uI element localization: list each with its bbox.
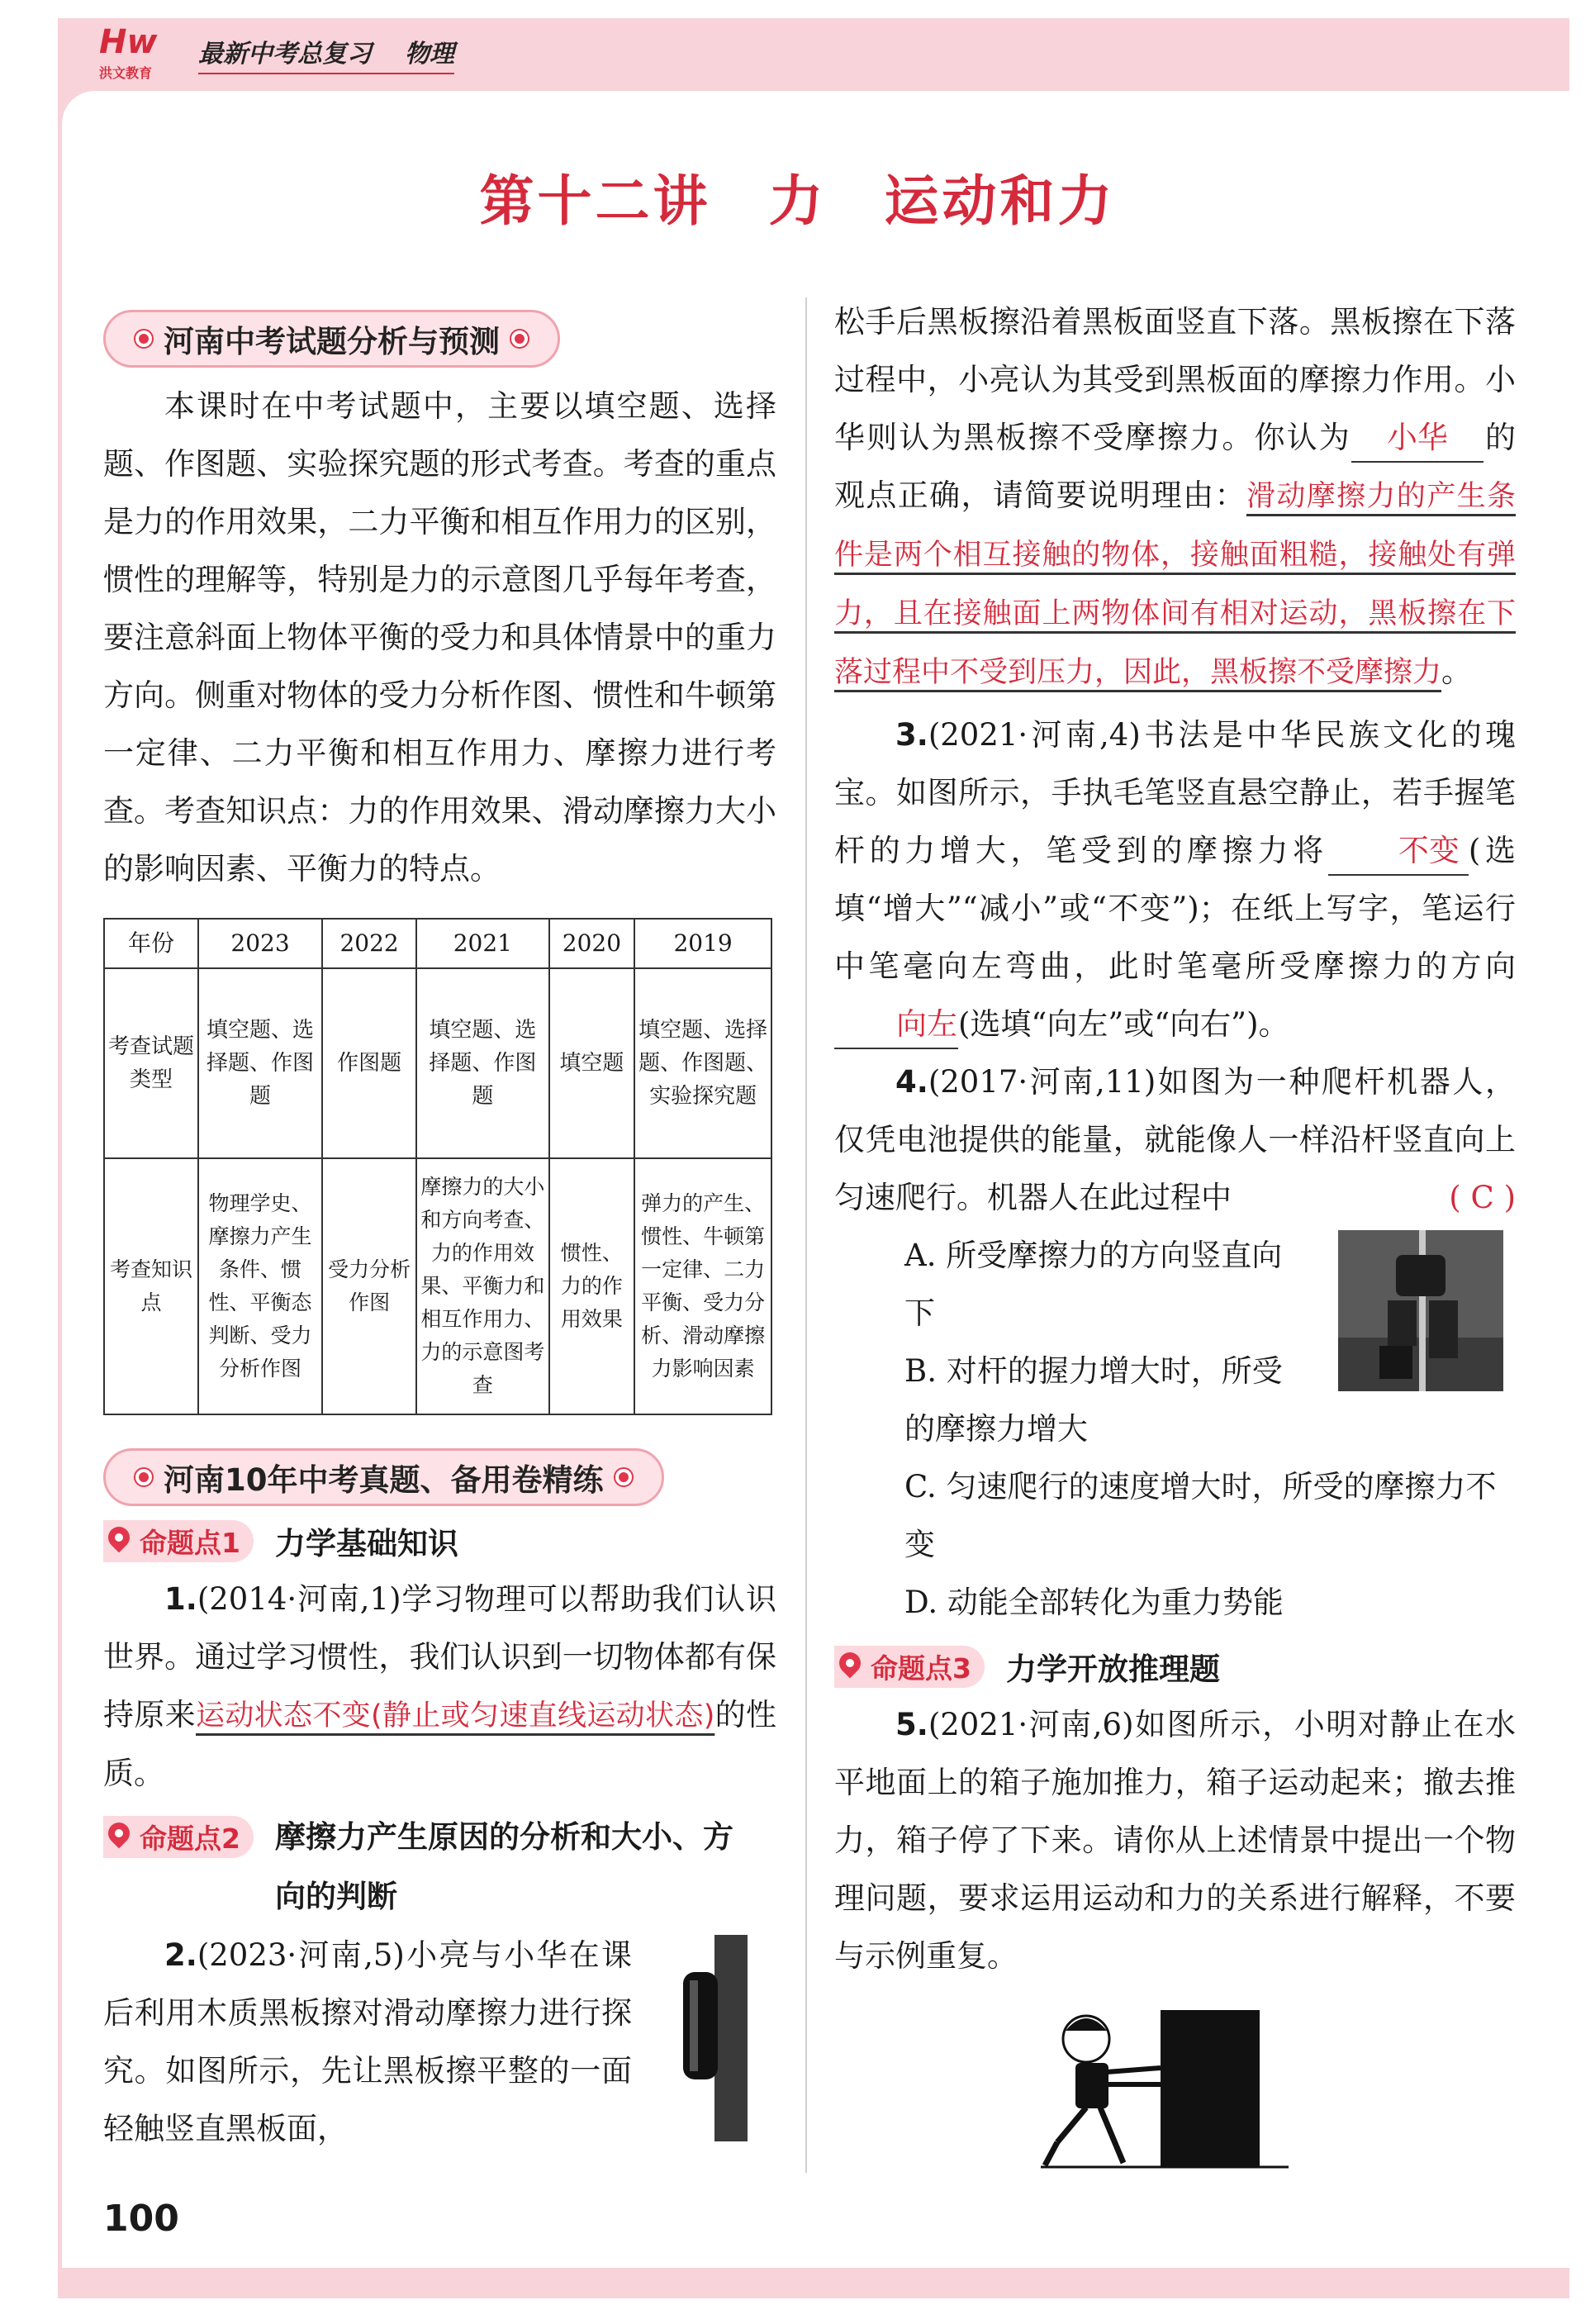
table-cell: 摩擦力的大小和方向考查、力的作用效果、平衡力和相互作用力、力的示意图考查 [416, 1158, 549, 1414]
option-b: B. 对杆的握力增大时，所受的摩擦力增大 [904, 1353, 1283, 1447]
topic-title: 力学开放推理题 [1005, 1652, 1220, 1687]
topic-title: 力学基础知识 [274, 1526, 458, 1561]
subject-name: 物理 [405, 40, 454, 69]
answer-blank: 不变 [1328, 828, 1469, 876]
logo-mark: Hw [99, 23, 158, 61]
question-number: 1. [164, 1581, 197, 1617]
table-cell: 受力分析作图 [322, 1158, 416, 1414]
topic-point-2 [103, 1808, 776, 1927]
answer-choice: ( C ) [1449, 1180, 1516, 1215]
lecture-title: 第十二讲 力 运动和力 [479, 169, 1116, 233]
question-source: (2021·河南,4) [928, 717, 1141, 753]
question-1 [103, 1571, 776, 1803]
question-text: 。 [1441, 653, 1473, 689]
bullet-dot-icon [615, 1469, 632, 1485]
analysis-paragraph: 本课时在中考试题中，主要以填空题、选择题、作图题、实验探究题的形式考查。考查的重点是力的作用效果，二力平衡和相互作用力的区别，惯性的理解等，特别是力的示意图几乎每年考查，要注意斜面上物体平衡的受力和具体情景中的重力方向。侧重对物体的受力分析作图、惯性和牛顿第一定律、二力平衡和相互作用力、摩擦力进行考查。考查知识点：力的作用效果、滑动摩擦力大小的影响因素、平衡力的特点。 [103, 388, 776, 886]
table-cell: 填空题 [549, 968, 635, 1158]
topic-tag: 命题点2 [103, 1816, 254, 1858]
section-title: 河南中考试题分析与预测 [164, 324, 500, 359]
question-text: 的观点正确，请简要说明理由： [834, 420, 1517, 513]
section-title: 河南10年中考真题、备用卷精练 [164, 1462, 604, 1498]
table-cell: 填空题、选择题、作图题 [198, 968, 322, 1158]
blackboard-eraser-figure [665, 1935, 764, 2141]
answer-text: 运动状态不变(静止或匀速直线运动状态) [196, 1699, 715, 1732]
topic-title: 摩擦力产生原因的分析和大小、方向的判断 [274, 1819, 733, 1914]
table-row [104, 1158, 771, 1414]
options-area [834, 1227, 1516, 1632]
table-cell: 考查试题类型 [104, 968, 198, 1158]
question-5 [834, 1696, 1516, 1985]
topic-tag: 命题点1 [103, 1520, 254, 1562]
question-3-block [834, 706, 1516, 1053]
climbing-robot-photo [1338, 1230, 1503, 1391]
answer-text: 滑动摩擦力的产生条件是两个相互接触的物体，接触面粗糙，接触处有弹力，且在接触面上两物体间有相对运动，黑板擦在下落过程中不受到压力，因此，黑板擦不受摩擦力 [834, 480, 1516, 689]
question-number: 2. [164, 1937, 197, 1973]
question-2 [103, 1927, 632, 2158]
option-a: A. 所受摩擦力的方向竖直向下 [904, 1238, 1283, 1331]
topic-tag: 命题点3 [834, 1646, 985, 1688]
question-source: (2021·河南,6) [928, 1707, 1134, 1742]
question-source: (2017·河南,11) [928, 1064, 1156, 1100]
question-text: 学习物理可以帮助我们认识世界。通过学习惯性，我们认识到一切物体都有保持原来 [103, 1581, 776, 1732]
question-4 [834, 1053, 1516, 1227]
table-cell: 填空题、选择题、作图题、实验探究题 [634, 968, 771, 1158]
question-text: 小亮与小华在课后利用木质黑板擦对滑动摩擦力进行探究。如图所示，先让黑板擦平整的一面轻触竖直黑板面， [103, 1937, 632, 2146]
table-header: 2021 [416, 919, 549, 968]
question-2-block [103, 1927, 776, 2158]
page-number: 100 [103, 2198, 179, 2240]
question-number: 4. [895, 1064, 928, 1100]
exam-table [103, 918, 772, 1415]
question-3 [834, 706, 1516, 1053]
question-text: 书法是中华民族文化的瑰宝。如图所示，手执毛笔竖直悬空静止，若手握笔杆的力增大，笔受到的摩擦力将 [834, 717, 1517, 868]
right-column [834, 293, 1516, 2175]
table-header: 年份 [104, 919, 198, 968]
bullet-dot-icon [135, 330, 152, 347]
answer-blank: 向左 [834, 1001, 958, 1049]
table-cell: 考查知识点 [104, 1158, 198, 1414]
answer-blank: 小华 [1351, 415, 1483, 463]
question-text: 如图所示，小明对静止在水平地面上的箱子施加推力，箱子运动起来；撤去推力，箱子停了下来。请你从上述情景中提出一个物理问题，要求运用运动和力的关系进行解释，不要与示例重复。 [834, 1707, 1516, 1974]
table-cell: 作图题 [322, 968, 416, 1158]
option-c: C. 匀速爬行的速度增大时，所受的摩擦力不变 [904, 1469, 1497, 1562]
column-divider [805, 297, 807, 2173]
section-heading-practice [103, 1448, 664, 1506]
bullet-dot-icon [511, 330, 528, 347]
bullet-dot-icon [135, 1469, 152, 1485]
question-number: 3. [895, 717, 928, 753]
question-2-continued [834, 293, 1516, 701]
boy-pushing-box-figure [1024, 2002, 1297, 2175]
question-text: (选填“增大”“减小”或“不变”)；在纸上写字，笔运行中笔毫向左弯曲，此时笔毫所受摩擦力的方向 [834, 833, 1516, 984]
book-title: 最新中考总复习 [198, 40, 372, 69]
publisher-logo [99, 25, 173, 83]
table-header: 2020 [549, 919, 635, 968]
header-title [198, 33, 454, 74]
logo-text: 洪文教育 [99, 65, 153, 81]
table-row [104, 968, 771, 1158]
page-header [99, 25, 454, 83]
left-column [103, 310, 776, 2158]
option-d: D. 动能全部转化为重力势能 [904, 1585, 1284, 1620]
question-number: 5. [895, 1707, 928, 1742]
question-text: 如图为一种爬杆机器人，仅凭电池提供的能量，就能像人一样沿杆竖直向上匀速爬行。机器人在此过程中 [834, 1064, 1516, 1215]
question-text: 松手后黑板擦沿着黑板面竖直下落。黑板擦在下落过程中，小亮认为其受到黑板面的摩擦力作用。小华则认为黑板擦不受摩擦力。你认为 [834, 304, 1516, 455]
question-source: (2014·河南,1) [197, 1581, 401, 1617]
table-cell: 物理学史、摩擦力产生条件、惯性、平衡态判断、受力分析作图 [198, 1158, 322, 1414]
table-header: 2019 [634, 919, 771, 968]
section-heading-analysis [103, 310, 560, 368]
question-text: (选填“向左”或“向右”)。 [958, 1006, 1289, 1042]
topic-point-3 [834, 1637, 1516, 1696]
table-cell: 惯性、力的作用效果 [549, 1158, 635, 1414]
table-cell: 弹力的产生、惯性、牛顿第一定律、二力平衡、受力分析、滑动摩擦力影响因素 [634, 1158, 771, 1414]
table-header: 2023 [198, 919, 322, 968]
table-header-row [104, 919, 771, 968]
question-source: (2023·河南,5) [197, 1937, 405, 1973]
topic-point-1 [103, 1511, 776, 1571]
table-cell: 填空题、选择题、作图题 [416, 968, 549, 1158]
question-4-block [834, 1053, 1516, 1632]
table-header: 2022 [322, 919, 416, 968]
question-text: 的性质。 [103, 1697, 777, 1791]
